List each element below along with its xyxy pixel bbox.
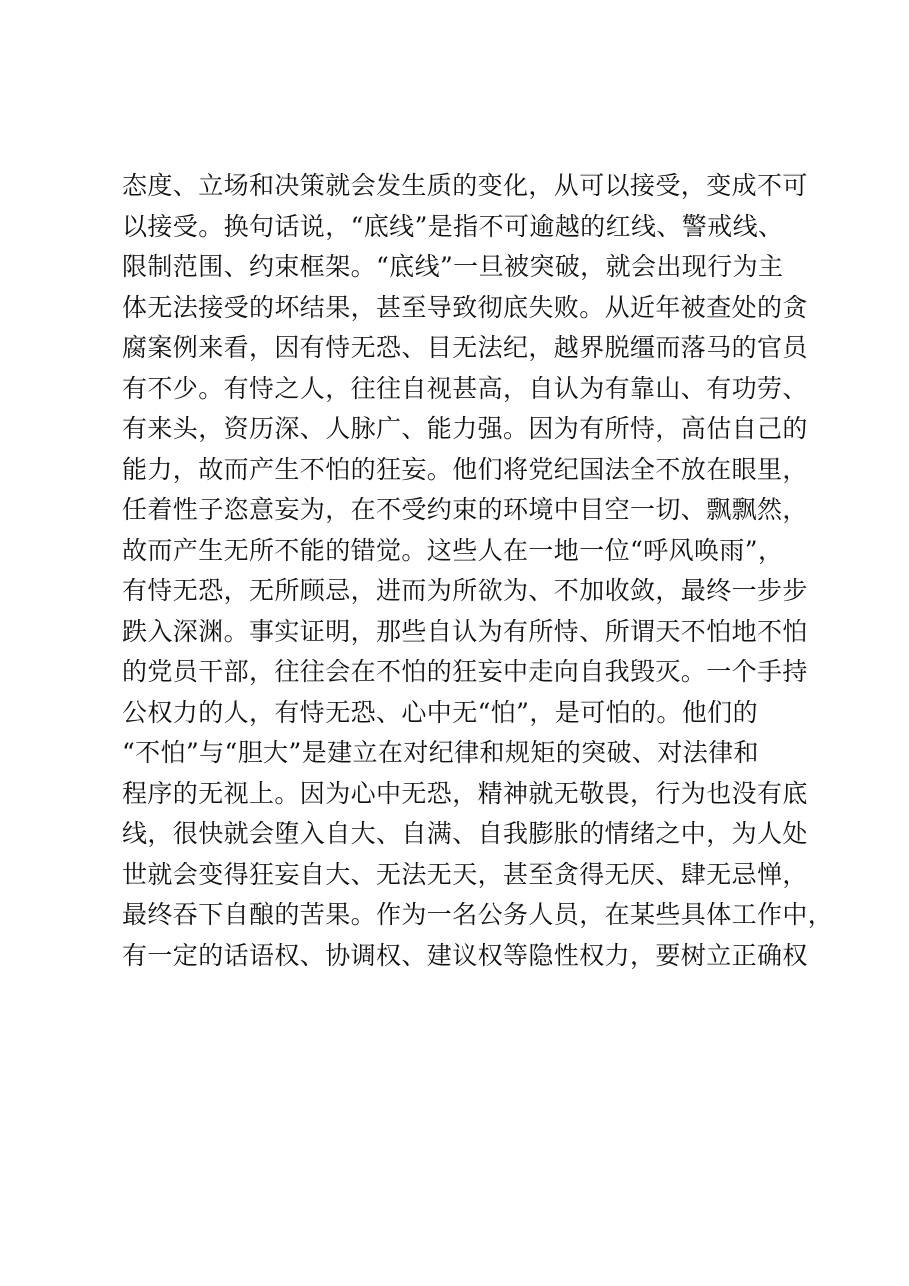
text-line: 公权力的人，有恃无恐、心中无“怕”，是可怕的。他们的: [122, 697, 758, 727]
text-line: 线，很快就会堕入自大、自满、自我膨胀的情绪之中，为人处: [122, 819, 808, 848]
text-line: 以接受。换句话说，“底线”是指不可逾越的红线、警戒线、: [122, 211, 784, 241]
text-line: “不怕”与“胆大”是建立在对纪律和规矩的突破、对法律和: [122, 738, 759, 767]
body-text: [122, 166, 834, 976]
text-line: 限制范围、约束框架。“底线”一旦被突破，就会出现行为主: [122, 252, 784, 281]
text-line: 有不少。有恃之人，往往自视甚高，自认为有靠山、有功劳、: [122, 373, 808, 403]
text-line: 腐案例来看，因有恃无恐、目无法纪，越界脱缰而落马的官员: [122, 333, 808, 362]
text-line: 体无法接受的坏结果，甚至导致彻底失败。从近年被查处的贪: [122, 292, 808, 322]
text-line: 程序的无视上。因为心中无恐，精神就无敬畏，行为也没有底: [122, 778, 808, 808]
text-line: 最终吞下自酿的苦果。作为一名公务人员，在某些具体工作中，: [122, 900, 834, 929]
text-line: 有来头，资历深、人脉广、能力强。因为有所恃，高估自己的: [122, 414, 808, 443]
text-line: 态度、立场和决策就会发生质的变化，从可以接受，变成不可: [122, 171, 808, 200]
text-line: 世就会变得狂妄自大、无法无天，甚至贪得无厌、肆无忌惮，: [122, 859, 808, 889]
text-line: 能力，故而产生不怕的狂妄。他们将党纪国法全不放在眼里，: [122, 454, 808, 484]
text-line: 的党员干部，往往会在不怕的狂妄中走向自我毁灭。一个手持: [122, 657, 808, 686]
text-line: 任着性子恣意妄为，在不受约束的环境中目空一切、飘飘然，: [122, 495, 808, 524]
text-line: 故而产生无所不能的错觉。这些人在一地一位“呼风唤雨”，: [122, 535, 784, 565]
text-line: 有一定的话语权、协调权、建议权等隐性权力，要树立正确权: [122, 940, 808, 970]
text-line: 跌入深渊。事实证明，那些自认为有所恃、所谓天不怕地不怕: [122, 616, 808, 646]
text-line: 有恃无恐，无所顾忌，进而为所欲为、不加收敛，最终一步步: [122, 576, 808, 605]
